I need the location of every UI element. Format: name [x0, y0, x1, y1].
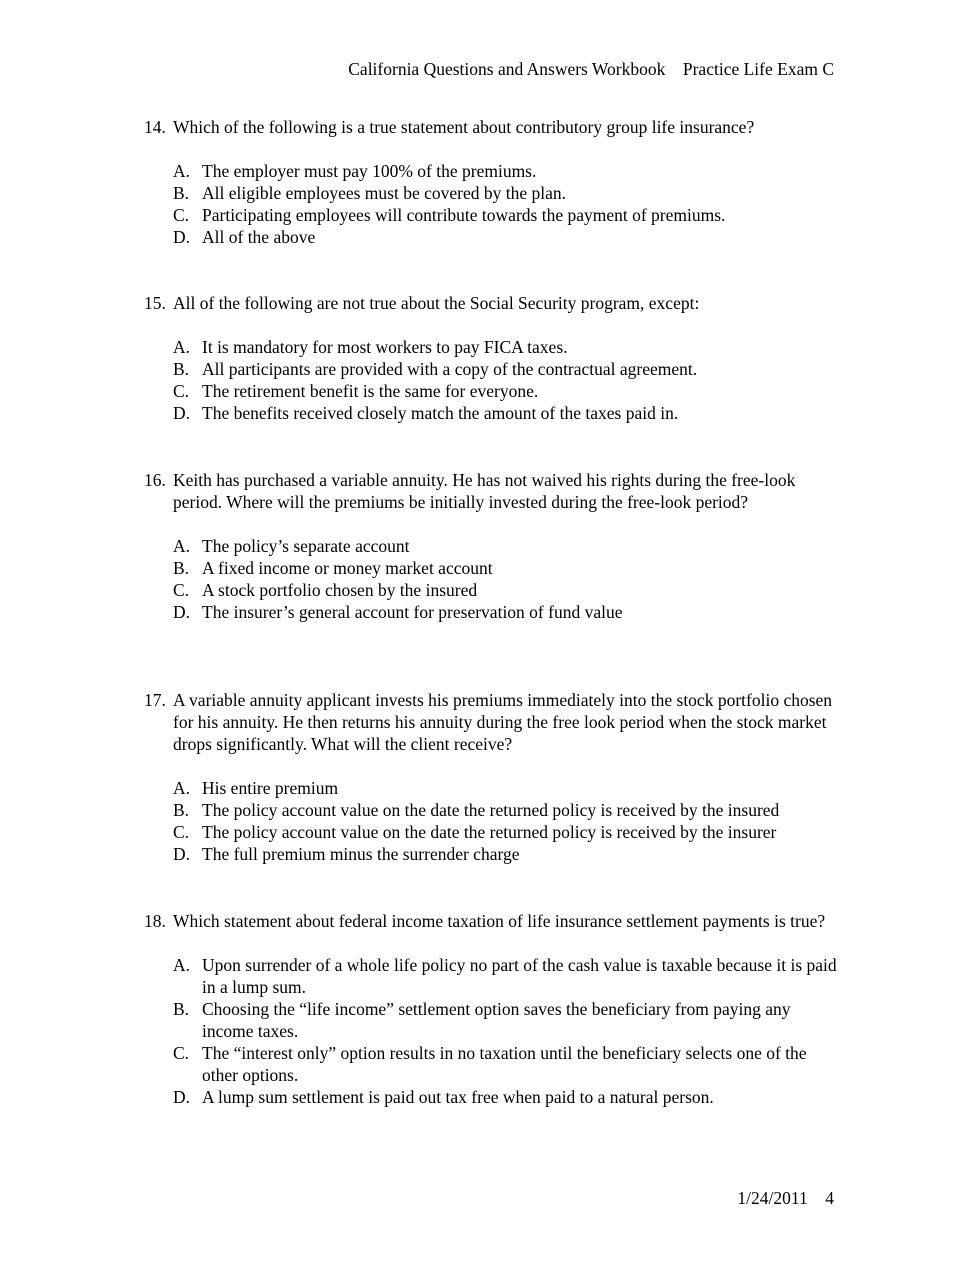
answer-option-a: [173, 336, 844, 358]
option-letter: A.: [173, 955, 191, 975]
question-stem: [144, 469, 844, 513]
option-letter: C.: [173, 1043, 190, 1063]
answer-option-a: [173, 954, 844, 998]
answer-option-d: [173, 226, 844, 248]
option-text: The benefits received closely match the amount of the taxes paid in.: [202, 403, 679, 423]
question-number: 14.: [144, 117, 166, 137]
question-stem: [144, 116, 844, 138]
question-text: Keith has purchased a variable annuity. He has not waived his rights during the free-look period. Where will the premiums be initially invested during the free-look period?: [173, 470, 796, 512]
option-letter: C.: [173, 205, 190, 225]
option-letter: A.: [173, 161, 191, 181]
option-text: The employer must pay 100% of the premiums.: [202, 161, 537, 181]
answer-options: [173, 535, 844, 623]
option-letter: D.: [173, 403, 191, 423]
option-text: The policy account value on the date the returned policy is received by the insurer: [202, 822, 777, 842]
question-14: [144, 116, 844, 248]
option-letter: B.: [173, 183, 190, 203]
question-stem: [144, 292, 844, 314]
answer-option-c: [173, 1042, 844, 1086]
option-text: A lump sum settlement is paid out tax free when paid to a natural person.: [202, 1087, 714, 1107]
option-text: The policy’s separate account: [202, 536, 410, 556]
header-exam-title: Practice Life Exam C: [682, 59, 834, 79]
question-16: [144, 469, 844, 623]
option-text: Participating employees will contribute towards the payment of premiums.: [202, 205, 726, 225]
answer-options: [173, 954, 844, 1108]
question-15: [144, 292, 844, 424]
option-letter: C.: [173, 381, 190, 401]
option-text: It is mandatory for most workers to pay FICA taxes.: [202, 337, 568, 357]
page-number: 4: [825, 1188, 834, 1208]
option-letter: A.: [173, 337, 191, 357]
answer-option-a: [173, 160, 844, 182]
option-letter: D.: [173, 844, 191, 864]
answer-option-b: [173, 182, 844, 204]
option-letter: D.: [173, 227, 191, 247]
option-text: The insurer’s general account for preservation of fund value: [202, 602, 623, 622]
option-text: His entire premium: [202, 778, 339, 798]
option-text: The retirement benefit is the same for everyone.: [202, 381, 539, 401]
option-letter: C.: [173, 580, 190, 600]
option-letter: B.: [173, 800, 190, 820]
question-text: A variable annuity applicant invests his premiums immediately into the stock portfolio chosen for his annuity. He then returns his annuity during the free look period when the stock market drops significantly. What will the client receive?: [173, 690, 833, 754]
option-text: The “interest only” option results in no taxation until the beneficiary selects one of the other options.: [202, 1043, 807, 1085]
answer-options: [173, 160, 844, 248]
option-letter: C.: [173, 822, 190, 842]
option-text: All of the above: [202, 227, 316, 247]
option-letter: B.: [173, 359, 190, 379]
question-18: [144, 910, 844, 1108]
option-letter: B.: [173, 558, 190, 578]
answer-option-d: [173, 1086, 844, 1108]
question-stem: [144, 689, 844, 755]
question-text: All of the following are not true about the Social Security program, except:: [173, 293, 700, 313]
answer-option-b: [173, 799, 844, 821]
option-letter: D.: [173, 602, 191, 622]
answer-option-b: [173, 358, 844, 380]
page-footer: [737, 1187, 834, 1209]
answer-option-d: [173, 843, 844, 865]
option-text: Choosing the “life income” settlement option saves the beneficiary from paying any income taxes.: [202, 999, 791, 1041]
question-number: 18.: [144, 911, 166, 931]
answer-option-d: [173, 601, 844, 623]
option-letter: A.: [173, 778, 191, 798]
answer-option-b: [173, 998, 844, 1042]
option-text: A stock portfolio chosen by the insured: [202, 580, 478, 600]
option-text: All eligible employees must be covered by the plan.: [202, 183, 566, 203]
answer-option-a: [173, 535, 844, 557]
option-text: Upon surrender of a whole life policy no part of the cash value is taxable because it is paid in a lump sum.: [202, 955, 837, 997]
question-number: 17.: [144, 690, 166, 710]
question-text: Which statement about federal income taxation of life insurance settlement payments is true?: [173, 911, 826, 931]
header-workbook-title: California Questions and Answers Workbook: [348, 59, 666, 79]
option-letter: A.: [173, 536, 191, 556]
page-header: [348, 58, 834, 80]
option-text: All participants are provided with a copy of the contractual agreement.: [202, 359, 698, 379]
answer-option-b: [173, 557, 844, 579]
answer-option-c: [173, 821, 844, 843]
answer-options: [173, 336, 844, 424]
option-text: The policy account value on the date the returned policy is received by the insured: [202, 800, 780, 820]
option-text: The full premium minus the surrender charge: [202, 844, 520, 864]
answer-option-a: [173, 777, 844, 799]
answer-option-c: [173, 204, 844, 226]
option-letter: D.: [173, 1087, 191, 1107]
question-number: 15.: [144, 293, 166, 313]
question-stem: [144, 910, 844, 932]
answer-option-c: [173, 579, 844, 601]
option-letter: B.: [173, 999, 190, 1019]
answer-option-d: [173, 402, 844, 424]
footer-date: 1/24/2011: [737, 1188, 808, 1208]
question-text: Which of the following is a true statement about contributory group life insurance?: [173, 117, 755, 137]
option-text: A fixed income or money market account: [202, 558, 493, 578]
answer-option-c: [173, 380, 844, 402]
question-17: [144, 689, 844, 865]
answer-options: [173, 777, 844, 865]
question-number: 16.: [144, 470, 166, 490]
